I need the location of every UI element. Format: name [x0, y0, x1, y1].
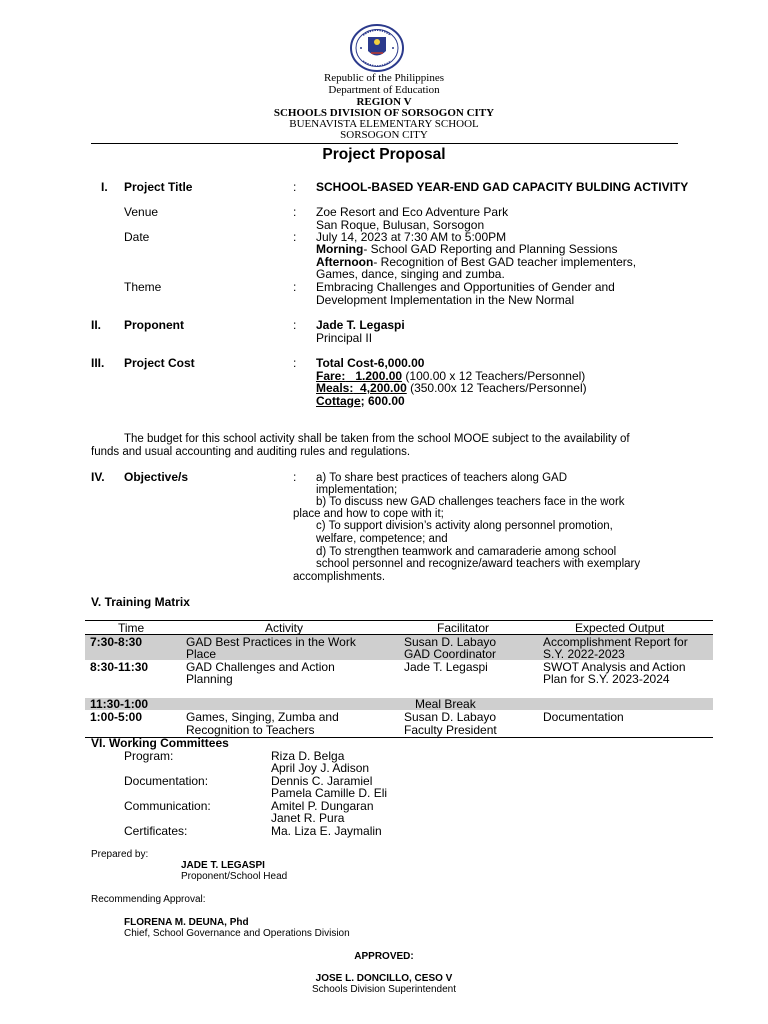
meals-amount: 4,200.00 [353, 381, 407, 395]
colon: : [293, 356, 297, 370]
header-divider [91, 143, 678, 144]
table-cell-activity: GAD Best Practices in the Work [186, 635, 356, 649]
section-number: III. [91, 356, 105, 370]
cottage-label: Cottage [316, 394, 361, 408]
objective-line: accomplishments. [293, 571, 386, 583]
table-header-output: Expected Output [575, 621, 665, 635]
table-cell-output: Accomplishment Report for [543, 635, 688, 649]
prepared-by-label: Prepared by: [91, 849, 149, 860]
section-number: I. [101, 180, 108, 194]
project-title-value: SCHOOL-BASED YEAR-END GAD CAPACITY BULDING ACTIVITY [316, 180, 689, 194]
table-cell-time: 1:00-5:00 [90, 710, 143, 724]
table-cell-output: S.Y. 2022-2023 [543, 647, 625, 661]
total-cost: Total Cost-6,000.00 [316, 356, 425, 370]
objective-line: implementation; [316, 484, 398, 496]
table-cell-output: Documentation [543, 710, 624, 724]
table-cell-facilitator: Faculty President [404, 723, 497, 737]
theme-label: Theme [124, 280, 162, 294]
fare-amount: 1.200.00 [345, 369, 403, 383]
afternoon-text: - Recognition of Best GAD teacher implementers, [373, 255, 637, 269]
section-label: Objective/s [124, 470, 189, 484]
approved-title: Schools Division Superintendent [312, 984, 456, 995]
objective-line: school personnel and recognize/award teachers with exemplary [316, 558, 641, 570]
objective-line: d) To strengthen teamwork and camaraderie among school [316, 546, 617, 558]
objective-line: b) To discuss new GAD challenges teachers face in the work [316, 496, 625, 508]
table-header-facilitator: Facilitator [437, 621, 490, 635]
recommending-label: Recommending Approval: [91, 894, 206, 905]
table-cell-output: SWOT Analysis and Action [543, 660, 686, 674]
budget-paragraph-line: The budget for this school activity shall be taken from the school MOOE subject to the availability of [124, 433, 630, 445]
colon: : [293, 230, 297, 244]
committee-member: Dennis C. Jaramiel [271, 774, 373, 788]
table-cell-facilitator: GAD Coordinator [404, 647, 497, 661]
committee-member: April Joy J. Adison [271, 761, 370, 775]
table-cell-activity: Planning [186, 672, 233, 686]
recommending-name: FLORENA M. DEUNA, Phd [124, 917, 249, 928]
table-cell-activity: Recognition to Teachers [186, 723, 315, 737]
header-department: Department of Education [328, 84, 440, 96]
table-cell-facilitator: Susan D. Labayo [404, 635, 497, 649]
cottage-line [316, 395, 405, 408]
table-cell-activity: GAD Challenges and Action [186, 660, 335, 674]
section-number: IV. [91, 470, 105, 484]
committee-role: Communication: [124, 799, 211, 813]
objective-line: welfare, competence; and [316, 533, 448, 545]
committee-role: Documentation: [124, 774, 209, 788]
date-line: July 14, 2023 at 7:30 AM to 5:00PM [316, 230, 507, 244]
venue-label: Venue [124, 205, 159, 219]
table-cell-time: 11:30-1:00 [90, 697, 149, 711]
section-label: Project Cost [124, 356, 195, 370]
approved-name: JOSE L. DONCILLO, CESO V [315, 973, 453, 984]
fare-label: Fare: [316, 369, 346, 383]
header-country: Republic of the Philippines [323, 72, 445, 84]
objective-line: c) To support division’s activity along personnel promotion, [316, 520, 613, 532]
colon: : [293, 180, 297, 194]
date-label: Date [124, 230, 150, 244]
committee-role: Program: [124, 749, 174, 763]
committee-role: Certificates: [124, 824, 188, 838]
venue-line: Zoe Resort and Eco Adventure Park [316, 205, 509, 219]
colon: : [293, 470, 297, 484]
header-city: SORSOGON CITY [340, 129, 428, 141]
theme-line: Embracing Challenges and Opportunities of Gender and [316, 280, 615, 294]
meals-line [316, 382, 587, 395]
recommending-title: Chief, School Governance and Operations Division [124, 928, 350, 939]
table-row-shade [85, 698, 713, 710]
fare-detail: (100.00 x 12 Teachers/Personnel) [402, 369, 586, 383]
table-cell-activity: Games, Singing, Zumba and [186, 710, 339, 724]
header-division: SCHOOLS DIVISION OF SORSOGON CITY [273, 107, 495, 119]
committee-member: Pamela Camille D. Eli [271, 786, 388, 800]
committee-member: Janet R. Pura [271, 811, 345, 825]
section-label: Project Title [124, 180, 193, 194]
prepared-by-name: JADE T. LEGASPI [181, 860, 265, 871]
colon: : [293, 280, 297, 294]
committee-member: Amitel P. Dungaran [271, 799, 374, 813]
table-header-time: Time [118, 621, 145, 635]
colon: : [293, 205, 297, 219]
prepared-by-title: Proponent/School Head [181, 871, 288, 882]
venue-line: San Roque, Bulusan, Sorsogon [316, 218, 485, 232]
budget-paragraph-line: funds and usual accounting and auditing rules and regulations. [91, 446, 411, 458]
table-cell-time: 8:30-11:30 [90, 660, 149, 674]
theme-line: Development Implementation in the New Normal [316, 293, 575, 307]
date-line: Games, dance, singing and zumba. [316, 267, 505, 281]
header-region: REGION V [356, 96, 412, 108]
table-cell-activity: Place [186, 647, 217, 661]
proponent-position: Principal II [316, 331, 373, 345]
colon: : [293, 318, 297, 332]
cottage-amount: ; 600.00 [360, 394, 405, 408]
committee-member: Ma. Liza E. Jaymalin [271, 824, 382, 838]
table-cell-facilitator: Jade T. Legaspi [404, 660, 488, 674]
matrix-title: V. Training Matrix [91, 595, 190, 609]
approved-label: APPROVED: [354, 951, 414, 962]
header-school: BUENAVISTA ELEMENTARY SCHOOL [289, 118, 479, 130]
meals-label: Meals: [316, 381, 354, 395]
table-header-activity: Activity [265, 621, 304, 635]
table-cell-output: Plan for S.Y. 2023-2024 [543, 672, 670, 686]
objective-line: place and how to cope with it; [293, 508, 444, 520]
morning-text: - School GAD Reporting and Planning Sessions [363, 242, 618, 256]
table-cell-time: 7:30-8:30 [90, 635, 143, 649]
morning-label: Morning [316, 242, 364, 256]
committee-member: Riza D. Belga [271, 749, 345, 763]
afternoon-label: Afternoon [316, 255, 374, 269]
committees-title: VI. Working Committees [91, 736, 229, 750]
objective-line: a) To share best practices of teachers along GAD [316, 472, 568, 484]
proponent-name: Jade T. Legaspi [316, 318, 405, 332]
section-number: II. [91, 318, 102, 332]
table-cell-facilitator: Susan D. Labayo [404, 710, 497, 724]
page-title: Project Proposal [322, 146, 446, 163]
table-cell-meal-break: Meal Break [415, 697, 476, 711]
section-label: Proponent [124, 318, 184, 332]
deped-seal-logo [349, 23, 405, 73]
date-morning [316, 243, 617, 256]
meals-detail: (350.00x 12 Teachers/Personnel) [406, 381, 587, 395]
